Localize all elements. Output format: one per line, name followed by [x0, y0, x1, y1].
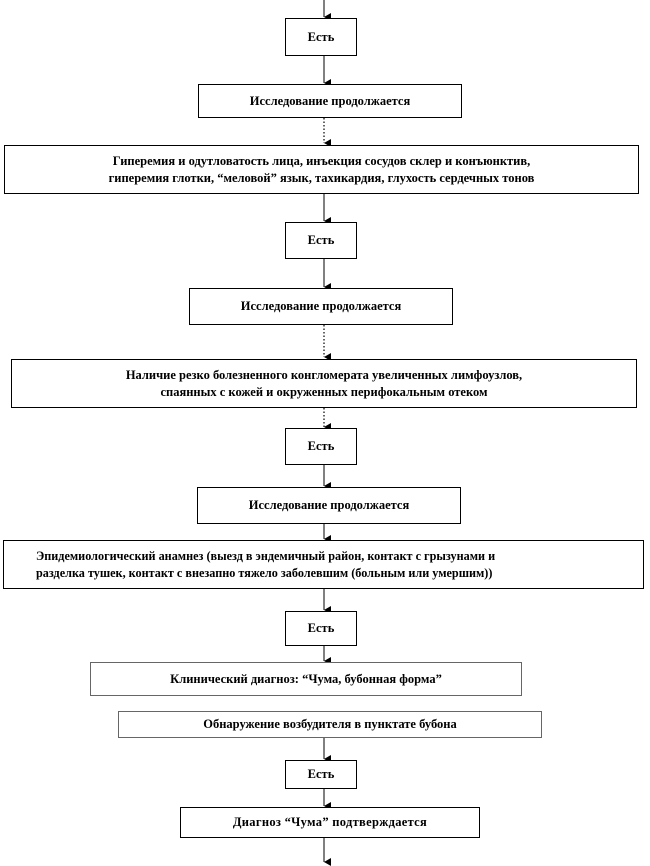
node-yes-1-label: Есть — [307, 29, 335, 44]
node-yes-4-label: Есть — [307, 621, 335, 635]
node-yes-5 — [285, 760, 357, 789]
node-yes-4 — [285, 611, 357, 646]
node-yes-3 — [285, 428, 357, 465]
node-investigation-continues-3-label: Исследование продолжается — [248, 498, 410, 512]
node-pathogen-detection — [118, 711, 542, 738]
node-investigation-continues-2-label: Исследование продолжается — [240, 299, 402, 313]
node-face-symptoms — [4, 145, 639, 194]
node-yes-3-label: Есть — [307, 439, 335, 453]
node-diagnosis-confirmed-label: Диагноз “Чума” подтверждается — [232, 815, 428, 829]
node-yes-2 — [285, 222, 357, 259]
node-investigation-continues-1 — [198, 84, 462, 118]
node-pathogen-detection-label: Обнаружение возбудителя в пунктате бубона — [203, 717, 457, 731]
node-yes-1 — [285, 18, 357, 56]
node-epidemiological-history-label: Эпидемиологический анамнез (выезд в эндемичный район, контакт с грызунами и разделка тушек, контакт с внезапно тяжело заболевшим (больным или умершим)) — [36, 548, 496, 580]
node-face-symptoms-label: Гиперемия и одутловатость лица, инъекция сосудов склер и конъюнктив, гиперемия глотки, “меловой” язык, тахикардия, глухость сердечных тонов — [108, 153, 535, 185]
node-epidemiological-history — [3, 540, 644, 589]
node-clinical-diagnosis-label: Клинический диагноз: “Чума, бубонная форма” — [170, 671, 442, 686]
node-investigation-continues-1-label: Исследование продолжается — [249, 93, 411, 108]
node-clinical-diagnosis — [90, 662, 522, 696]
node-yes-2-label: Есть — [307, 233, 335, 247]
node-investigation-continues-2 — [189, 288, 453, 325]
node-investigation-continues-3 — [197, 487, 461, 524]
node-yes-5-label: Есть — [307, 767, 335, 781]
node-lymph-node-conglomerate-label: Наличие резко болезненного конгломерата увеличенных лимфоузлов, спаянных с кожей и окруженных перифокальным отеком — [125, 367, 523, 399]
node-diagnosis-confirmed — [180, 807, 480, 838]
node-lymph-node-conglomerate — [11, 359, 637, 408]
